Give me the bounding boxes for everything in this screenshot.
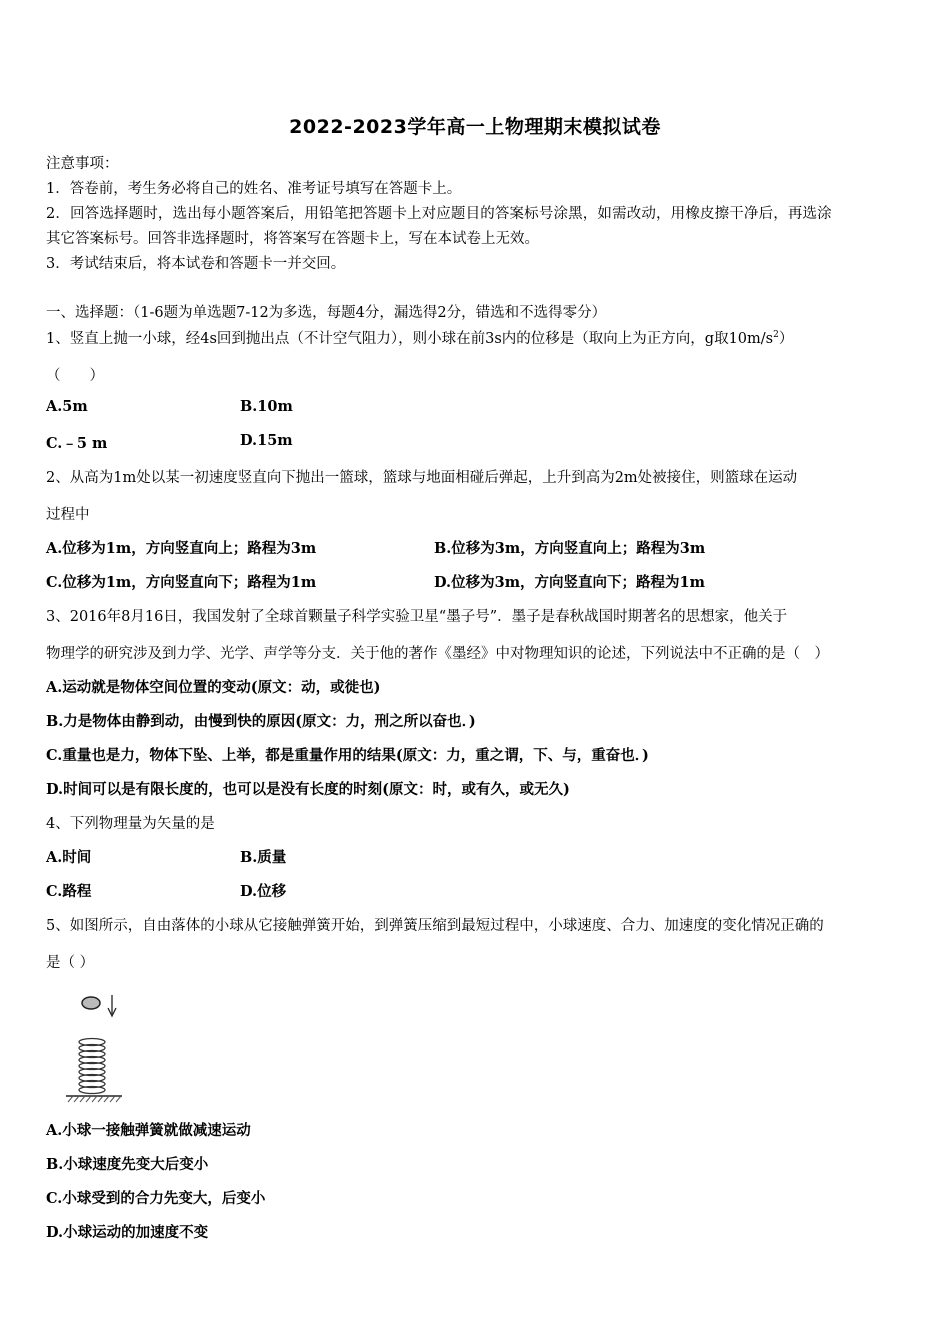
- notice-item-3: 3．考试结束后，将本试卷和答题卡一并交回。: [46, 256, 346, 272]
- question-3-option-d: D.时间可以是有限长度的，也可以是没有长度的时刻(原文：时，或有久，或无久): [46, 781, 570, 798]
- question-4-option-c: C.路程: [46, 883, 92, 900]
- question-5-option-a: A.小球一接触弹簧就做减速运动: [46, 1122, 251, 1139]
- question-3-option-c: C.重量也是力，物体下坠、上举，都是重量作用的结果(原文：力，重之谓，下、与，重奋也．): [46, 747, 649, 764]
- question-4-option-d: D.位移: [240, 883, 287, 900]
- question-5-text: 5、如图所示，自由落体的小球从它接触弹簧开始，到弹簧压缩到最短过程中，小球速度、合力、加速度的变化情况正确的: [46, 918, 824, 934]
- question-1-stem-end: ）: [778, 331, 794, 347]
- question-3-option-a: A.运动就是物体空间位置的变动(原文：动，或徙也): [46, 679, 381, 696]
- notice-heading: 注意事项：: [46, 156, 119, 172]
- spring-ball-figure: [60, 990, 130, 1106]
- notice-item-2: 2．回答选择题时，选出每小题答案后，用铅笔把答题卡上对应题目的答案标号涂黑，如需改动，用橡皮擦干净后，再选涂: [46, 206, 832, 222]
- ball-icon: [82, 997, 100, 1009]
- question-1-superscript: 2: [773, 330, 779, 341]
- question-2-text-cont: 过程中: [46, 507, 90, 523]
- notice-item-2-cont: 其它答案标号。回答非选择题时，将答案写在答题卡上，写在本试卷上无效。: [46, 231, 539, 247]
- question-1-option-d: D.15m: [240, 432, 293, 449]
- question-2-text: 2、从高为1m处以某一初速度竖直向下抛出一篮球，篮球与地面相碰后弹起，上升到高为2m处被接住，则篮球在运动: [46, 470, 798, 486]
- question-4-option-a: A.时间: [46, 849, 92, 866]
- question-5-option-d: D.小球运动的加速度不变: [46, 1224, 209, 1241]
- question-1-option-a: A.5m: [46, 398, 88, 415]
- question-2-option-a: A.位移为1m，方向竖直向上；路程为3m: [46, 540, 317, 557]
- question-1-blank: （ ）: [46, 368, 104, 384]
- question-2-option-b: B.位移为3m，方向竖直向上；路程为3m: [434, 540, 706, 557]
- spring-icon: [79, 1039, 105, 1094]
- question-2-option-c: C.位移为1m，方向竖直向下；路程为1m: [46, 574, 317, 591]
- question-3-option-b: B.力是物体由静到动，由慢到快的原因(原文：力，刑之所以奋也．): [46, 713, 476, 730]
- question-5-option-b: B.小球速度先变大后变小: [46, 1156, 209, 1173]
- ground-icon: [66, 1096, 122, 1102]
- question-1-stem: 1、竖直上抛一小球，经4s回到抛出点（不计空气阻力），则小球在前3s内的位移是（取向上为正方向，g取10m/s: [46, 331, 774, 347]
- question-3-text-cont: 物理学的研究涉及到力学、光学、声学等分支．关于他的著作《墨经》中对物理知识的论述，下列说法中不正确的是（ ）: [46, 646, 829, 662]
- question-4-option-b: B.质量: [240, 849, 287, 866]
- question-2-option-d: D.位移为3m，方向竖直向下；路程为1m: [434, 574, 705, 591]
- section-heading: 一、选择题：（1-6题为单选题7-12为多选，每题4分，漏选得2分，错选和不选得零分）: [46, 305, 607, 321]
- question-1-option-b: B.10m: [240, 398, 293, 415]
- question-1-option-c: C.﹣5 m: [46, 435, 108, 452]
- notice-item-1: 1．答卷前，考生务必将自己的姓名、准考证号填写在答题卡上。: [46, 181, 462, 197]
- question-5-option-c: C.小球受到的合力先变大，后变小: [46, 1190, 266, 1207]
- question-4-text: 4、下列物理量为矢量的是: [46, 816, 215, 832]
- page-title: 2022-2023学年高一上物理期末模拟试卷: [289, 116, 661, 138]
- question-5-text-cont: 是（ ）: [46, 955, 95, 971]
- question-3-text: 3、2016年8月16日，我国发射了全球首颗量子科学实验卫星“墨子号”．墨子是春秋战国时期著名的思想家，他关于: [46, 609, 788, 625]
- question-1-text: [46, 327, 793, 348]
